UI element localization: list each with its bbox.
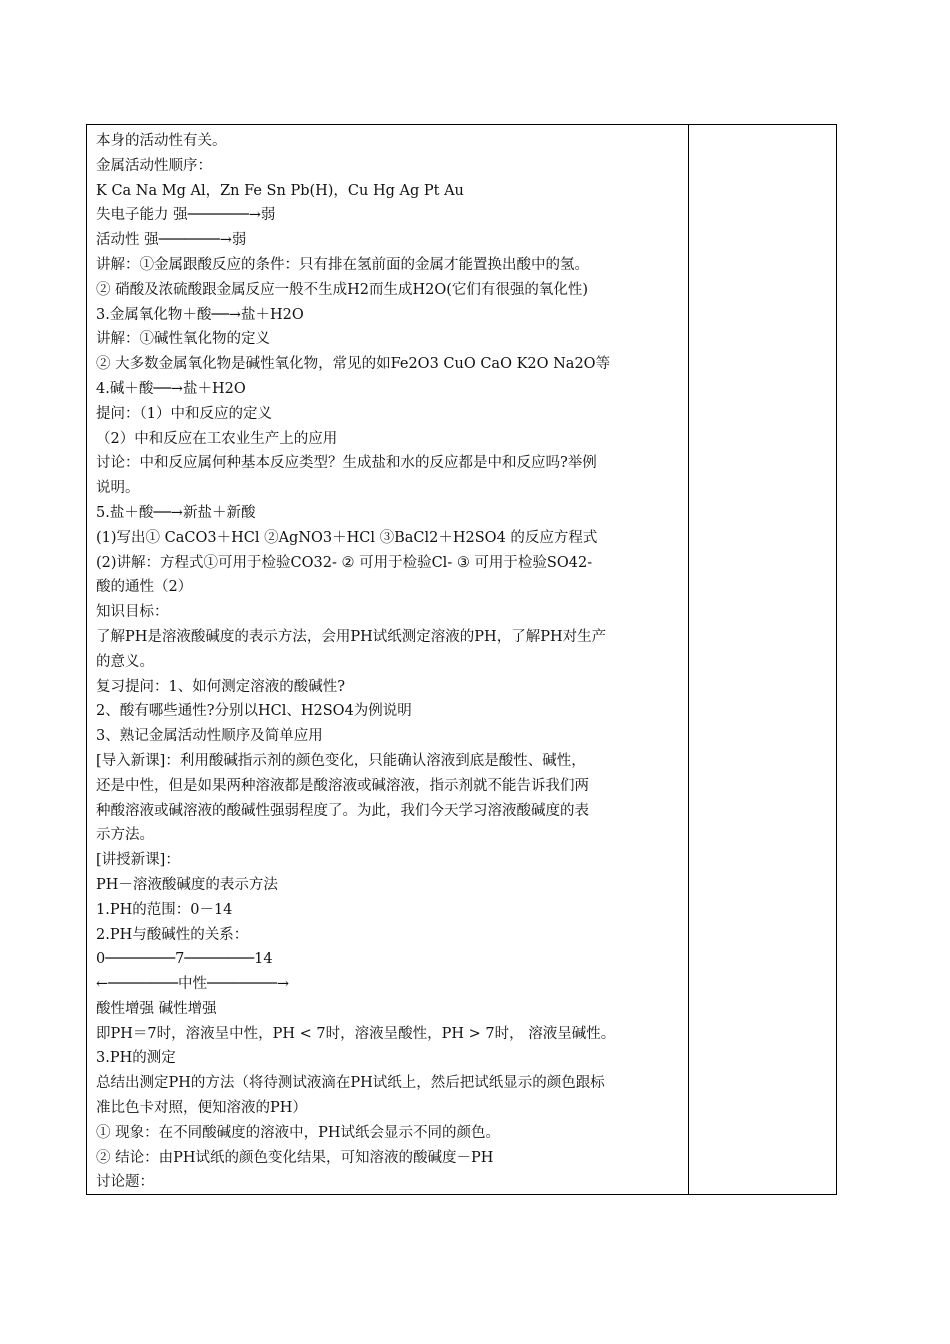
- text-line: ② 大多数金属氧化物是碱性氧化物，常见的如Fe2O3 CuO CaO K2O Na2O等: [96, 356, 611, 373]
- text-line: 3、熟记金属活动性顺序及简单应用: [96, 728, 323, 745]
- text-line: 活动性 强───────→弱: [96, 232, 247, 249]
- text-line: K Ca Na Mg Al，Zn Fe Sn Pb(H)，Cu Hg Ag Pt Au: [96, 182, 464, 199]
- text-line: 金属活动性顺序：: [96, 157, 212, 174]
- text-line: [讲授新课]：: [96, 852, 180, 869]
- text-line: ① 现象：在不同酸碱度的溶液中，PH试纸会显示不同的颜色。: [96, 1124, 501, 1141]
- lesson-table: [86, 124, 837, 1195]
- text-line: 本身的活动性有关。: [96, 133, 227, 149]
- text-line: 酸性增强 碱性增强: [96, 1000, 217, 1017]
- text-line: 2、酸有哪些通性?分别以HCl、H2SO4为例说明: [96, 703, 412, 720]
- text-line: 讨论题：: [96, 1174, 154, 1191]
- text-line: 的意义。: [96, 653, 154, 670]
- text-line: 种酸溶液或碱溶液的酸碱性强弱程度了。为此，我们今天学习溶液酸碱度的表: [96, 802, 589, 819]
- text-line: ② 硝酸及浓硫酸跟金属反应一般不生成H2而生成H2O(它们有很强的氧化性): [96, 281, 589, 298]
- text-line: 1.PH的范围：0－14: [96, 901, 233, 918]
- text-line: 复习提问：1、如何测定溶液的酸碱性?: [96, 678, 345, 695]
- text-line: 知识目标：: [96, 604, 169, 621]
- text-line: 提问：（1）中和反应的定义: [96, 405, 272, 422]
- text-line: 讲解：①碱性氧化物的定义: [96, 331, 270, 348]
- text-line: (1)写出① CaCO3＋HCl ②AgNO3＋HCl ③BaCl2＋H2SO4 的反应方程式: [96, 529, 598, 546]
- text-line: 酸的通性（2）: [96, 579, 193, 596]
- text-line: 讲解：①金属跟酸反应的条件：只有排在氢前面的金属才能置换出酸中的氢。: [96, 256, 589, 273]
- text-line: 示方法。: [96, 827, 154, 844]
- text-line: 3.金属氧化物＋酸──→盐＋H2O: [96, 306, 304, 323]
- text-line: 0────────7────────14: [96, 951, 273, 968]
- text-line: 准比色卡对照，便知溶液的PH）: [96, 1100, 307, 1117]
- text-line: 说明。: [96, 480, 140, 497]
- text-line: ② 结论：由PH试纸的颜色变化结果，可知溶液的酸碱度－PH: [96, 1149, 494, 1166]
- notes-cell: [689, 125, 836, 1194]
- text-line: [导入新课]：利用酸碱指示剂的颜色变化，只能确认溶液到底是酸性、碱性，: [96, 752, 586, 769]
- text-line: 失电子能力 强───────→弱: [96, 207, 276, 224]
- text-line: 4.碱＋酸──→盐＋H2O: [96, 380, 246, 397]
- text-line: 总结出测定PH的方法（将待测试液滴在PH试纸上，然后把试纸显示的颜色跟标: [96, 1075, 605, 1092]
- text-line: 还是中性，但是如果两种溶液都是酸溶液或碱溶液，指示剂就不能告诉我们两: [96, 777, 589, 794]
- text-line: ←────────中性────────→: [96, 976, 289, 993]
- text-line: PH－溶液酸碱度的表示方法: [96, 876, 278, 893]
- text-line: （2）中和反应在工农业生产上的应用: [96, 430, 338, 447]
- text-line: 3.PH的测定: [96, 1050, 176, 1067]
- lesson-content-cell: [87, 125, 688, 1195]
- text-line: 2.PH与酸碱性的关系：: [96, 926, 249, 943]
- text-line: 5.盐＋酸──→新盐＋新酸: [96, 504, 256, 521]
- text-line: 了解PH是溶液酸碱度的表示方法，会用PH试纸测定溶液的PH，了解PH对生产: [96, 628, 607, 645]
- text-line: 即PH＝7时，溶液呈中性，PH < 7时，溶液呈酸性，PH > 7时， 溶液呈碱性。: [96, 1025, 616, 1042]
- text-line: 讨论：中和反应属何种基本反应类型？生成盐和水的反应都是中和反应吗?举例: [96, 455, 597, 472]
- text-line: (2)讲解：方程式①可用于检验CO32- ② 可用于检验Cl- ③ 可用于检验SO42-: [96, 554, 593, 571]
